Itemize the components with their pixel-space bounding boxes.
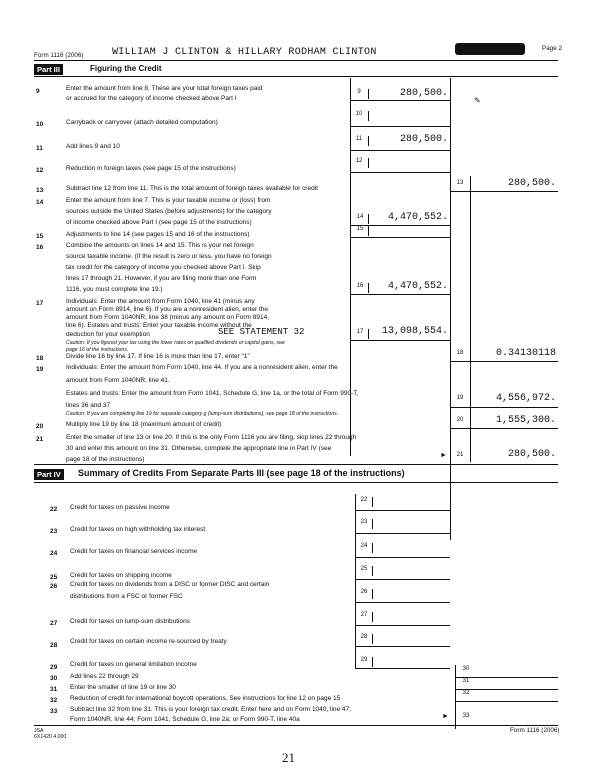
line-30-text: Add lines 22 through 29 (70, 673, 139, 680)
line-26-box: 26 (356, 589, 373, 599)
line-17-num: 17 (36, 300, 44, 307)
line-23-rule (355, 533, 450, 534)
line-33-box: 33 (462, 713, 470, 719)
line-14-16-left (350, 196, 351, 296)
line-11-rule (350, 150, 450, 151)
line-31-box: 31 (462, 678, 470, 684)
line-19-rule (450, 407, 558, 408)
line-21-value: 280,500. (507, 449, 556, 460)
line-22-box: 22 (356, 497, 373, 507)
line-31-num: 31 (50, 686, 58, 693)
check-mark: ✎ (474, 96, 481, 105)
line-16-text3: tax credit for the category of income you checked above Part I. Skip (66, 264, 261, 271)
line-11-num: 11 (36, 145, 43, 152)
line-16-text5: 1116, you must complete line 19.) (66, 286, 163, 293)
line-23-box: 23 (356, 519, 373, 529)
line-32-rule (455, 701, 558, 702)
part4-title: Summary of Credits From Separate Parts III (see page 18 of the instructions) (78, 468, 405, 478)
line-17-text3: amount from Form 1040NR, line 38 (minus any amount on Form 8914, (66, 314, 270, 321)
line-14-num: 14 (36, 199, 44, 206)
line-14-text1: Enter the amount from line 7. This is your taxable income or (loss) from (66, 197, 271, 204)
line-9-num: 9 (36, 88, 40, 95)
line-14-value: 4,470,552. (387, 212, 448, 223)
line-28-num: 28 (50, 642, 58, 649)
line-14-text3: of income checked above Part I (see page 15 of the instructions) (66, 219, 252, 226)
line-10-box: 10 (350, 111, 369, 121)
line-13-box: 13 (456, 180, 464, 186)
line-25-num: 25 (50, 574, 58, 581)
line-24-text: Credit for taxes on financial services income (70, 548, 198, 555)
line-17-caution: Caution: If you figured your tax using the lower rates on qualified dividends or capital gains, see (66, 340, 285, 346)
line-13-text: Subtract line 12 from line 11. This is the total amount of foreign taxes available for credit (66, 185, 318, 192)
line-29-rule (355, 668, 450, 669)
line-24-rule (355, 557, 450, 558)
line-10-text: Carryback or carryover (attach detailed computation) (66, 119, 218, 126)
line-27-rule (355, 625, 450, 626)
line-17-rule (350, 340, 450, 341)
line-15-text: Adjustments to line 14 (see pages 15 and 16 of the instructions) (66, 231, 250, 238)
line-28-text: Credit for taxes on certain income re-sourced by treaty (70, 638, 227, 645)
line-33-text: Subtract line 32 from line 31. This is your foreign tax credit. Enter here and on Form 1040, line 47; (70, 706, 351, 713)
line-21-text3: page 18 of the instructions) (66, 456, 145, 463)
line-17-text4: line 6). Estates and trusts: Enter your taxable income without the (66, 322, 252, 329)
line-25-box: 25 (356, 566, 373, 576)
line-21-arrow-icon: ► (440, 452, 447, 459)
line-16-text2: source taxable income. (If the result is zero or less, you have no foreign (66, 253, 272, 260)
part3-bottom-rule (34, 464, 558, 465)
footer-form-label: Form 1116 (2006) (510, 727, 560, 734)
bottom-rule (34, 725, 558, 726)
redaction-bar (455, 43, 525, 55)
right-column-divider (470, 176, 471, 462)
part4-badge: Part IV (34, 469, 64, 480)
line-20-rule (450, 428, 558, 429)
line-22-num: 22 (50, 506, 58, 513)
part3-badge: Part III (34, 64, 63, 75)
line-33-text2: Form 1040NR, line 44; Form 1041, Schedule G, line 2a; or Form 990-T, line 40a (70, 716, 300, 723)
line-13-rule (450, 191, 558, 192)
line-11-text: Add lines 9 and 10 (66, 143, 120, 150)
line-17-text2: amount on Form 8914, line 6). If you are a nonresident alien, enter the (66, 306, 268, 313)
line-30-num: 30 (50, 675, 58, 682)
line-19-text3: Estates and trusts: Enter the amount from Form 1041, Schedule G, line 1a, or the total of Form 990-T, (66, 390, 359, 397)
line-31-text: Enter the smaller of line 19 or line 30 (70, 684, 176, 691)
line-23-num: 23 (50, 528, 58, 535)
line-17-text1: Individuals: Enter the amount from Form 1040, line 41 (minus any (66, 298, 255, 305)
line-30-box: 30 (462, 666, 470, 672)
page-number: 21 (282, 750, 295, 765)
line-33-num: 33 (50, 708, 58, 715)
line-17-text5: deduction for your exemption (66, 331, 150, 338)
line-32-box: 32 (462, 690, 470, 696)
line-29-box: 29 (356, 657, 373, 667)
line-16-box: 16 (352, 283, 369, 293)
line-9-rule (350, 100, 450, 101)
line-16-rule (350, 294, 450, 295)
header-rule (34, 60, 558, 61)
line-14-text2: sources outside the United States (before adjustments) for the category (66, 208, 272, 215)
line-21-num: 21 (36, 436, 44, 443)
line-17-box: 17 (352, 329, 369, 339)
line-17-value: 13,098,554. (381, 326, 448, 337)
line-33-arrow-icon: ► (442, 713, 449, 720)
line-19-text1: Individuals: Enter the amount from Form 1040, line 44. If you are a nonresident alien, enter the (66, 364, 338, 371)
line-11-value: 280,500. (399, 134, 448, 145)
line-16-num: 16 (36, 244, 44, 251)
footer-code2: 6X1420 4.000 (34, 734, 67, 740)
line-17-caution2: page 16 of the instructions. (66, 347, 129, 353)
line-20-num: 20 (36, 423, 44, 430)
line-16-text4: lines 17 through 21. However, if you are filing more than one Form (66, 275, 257, 282)
line-15-num: 15 (36, 233, 44, 240)
line-18-value: 0.34130118 (495, 348, 556, 359)
line-16-text1: Combine the amounts on lines 14 and 15. This is your net foreign (66, 242, 254, 249)
line-25-text: Credit for taxes on shipping income (70, 572, 172, 579)
line-19-text2: amount from Form 1040NR, line 41. (66, 377, 170, 384)
line-12-num: 12 (36, 167, 44, 174)
line-18-num: 18 (36, 355, 44, 362)
line-12-box: 12 (350, 158, 369, 168)
line-28-box: 28 (356, 634, 373, 644)
taxpayer-name: WILLIAM J CLINTON & HILLARY RODHAM CLINTON (112, 47, 377, 58)
line-20-text: Multiply line 19 by line 18 (maximum amount of credit) (66, 421, 222, 428)
page-label: Page 2 (542, 45, 562, 52)
line-14-box: 14 (352, 214, 369, 224)
part3-title: Figuring the Credit (90, 64, 162, 73)
line-28-rule (355, 646, 450, 647)
line-22-text: Credit for taxes on passive income (70, 504, 170, 511)
line-21-text2: 30 and enter this amount on line 31. Otherwise, complete the appropriate line in Part IV (see (66, 445, 332, 452)
line-15-box: 15 (352, 226, 369, 236)
line-26-text2: distributions from a FSC or former FSC (70, 593, 183, 600)
line-26-rule (355, 602, 450, 603)
line-10-num: 10 (36, 121, 44, 128)
line-10-rule (350, 126, 450, 127)
line-27-text: Credit for taxes on lump-sum distributions (70, 618, 190, 625)
line-19-box: 19 (456, 395, 464, 401)
line-18-rule (450, 361, 558, 362)
line-12-text: Reduction in foreign taxes (see page 15 of the instructions) (66, 165, 236, 172)
right-column-left (450, 78, 451, 540)
line-27-num: 27 (50, 620, 58, 627)
line-19-num: 19 (36, 366, 44, 373)
line-29-num: 29 (50, 664, 58, 671)
line-17-left (350, 328, 351, 340)
part4-right-left (455, 665, 456, 729)
part4-rule (34, 482, 558, 483)
line-15-rule (350, 237, 450, 238)
line-19-value: 4,556,972. (495, 393, 556, 404)
line-9-value: 280,500. (399, 88, 448, 99)
line-19-caution: Caution: If you are completing line 19 for separate category g (lump-sum distributions), see page 18 of the instructions. (66, 411, 339, 417)
line-11-box: 11 (350, 136, 369, 146)
line-21-text1: Enter the smaller of line 13 or line 20. If this is the only Form 1116 you are filing, skip lines 22 through (66, 434, 357, 441)
line-13-num: 13 (36, 187, 44, 194)
line-23-text: Credit for taxes on high withholding tax interest (70, 526, 206, 533)
line-26-num: 26 (50, 583, 58, 590)
line-12-rule (350, 172, 450, 173)
form-label: Form 1116 (2006) (34, 52, 84, 59)
line-27-box: 27 (356, 612, 373, 622)
line-16-value: 4,470,552. (387, 281, 448, 292)
line-32-num: 32 (50, 697, 58, 704)
line-9-text2: or accrued for the category of income checked above Part I (66, 95, 237, 102)
line-18-box: 18 (456, 350, 464, 356)
line-9-text1: Enter the amount from line 8. These are your total foreign taxes paid (66, 85, 263, 92)
line-29-text: Credit for taxes on general limitation income (70, 661, 197, 668)
line-24-num: 24 (50, 550, 58, 557)
line-32-text: Reduction of credit for international boycott operations. See instructions for line 12 on page 15 (70, 695, 341, 702)
line-25-rule (355, 579, 450, 580)
line-20-value: 1,555,300. (495, 415, 556, 426)
line-9-box: 9 (350, 89, 369, 99)
footer-code1: JSA (34, 728, 44, 734)
line-24-box: 24 (356, 543, 373, 553)
line-26-text: Credit for taxes on dividends from a DISC or former DISC and certain (70, 581, 270, 588)
line-17-statement-ref: SEE STATEMENT 32 (218, 327, 305, 337)
line-21-box: 21 (456, 452, 464, 458)
line-19-text4: lines 36 and 37 (66, 402, 111, 409)
line-22-rule (355, 510, 450, 511)
line-20-box: 20 (456, 417, 464, 423)
part3-rule (34, 76, 558, 77)
line-13-value: 280,500. (507, 178, 556, 189)
line-18-text: Divide line 16 by line 17. If line 16 is more than line 17, enter "1" (66, 353, 250, 360)
